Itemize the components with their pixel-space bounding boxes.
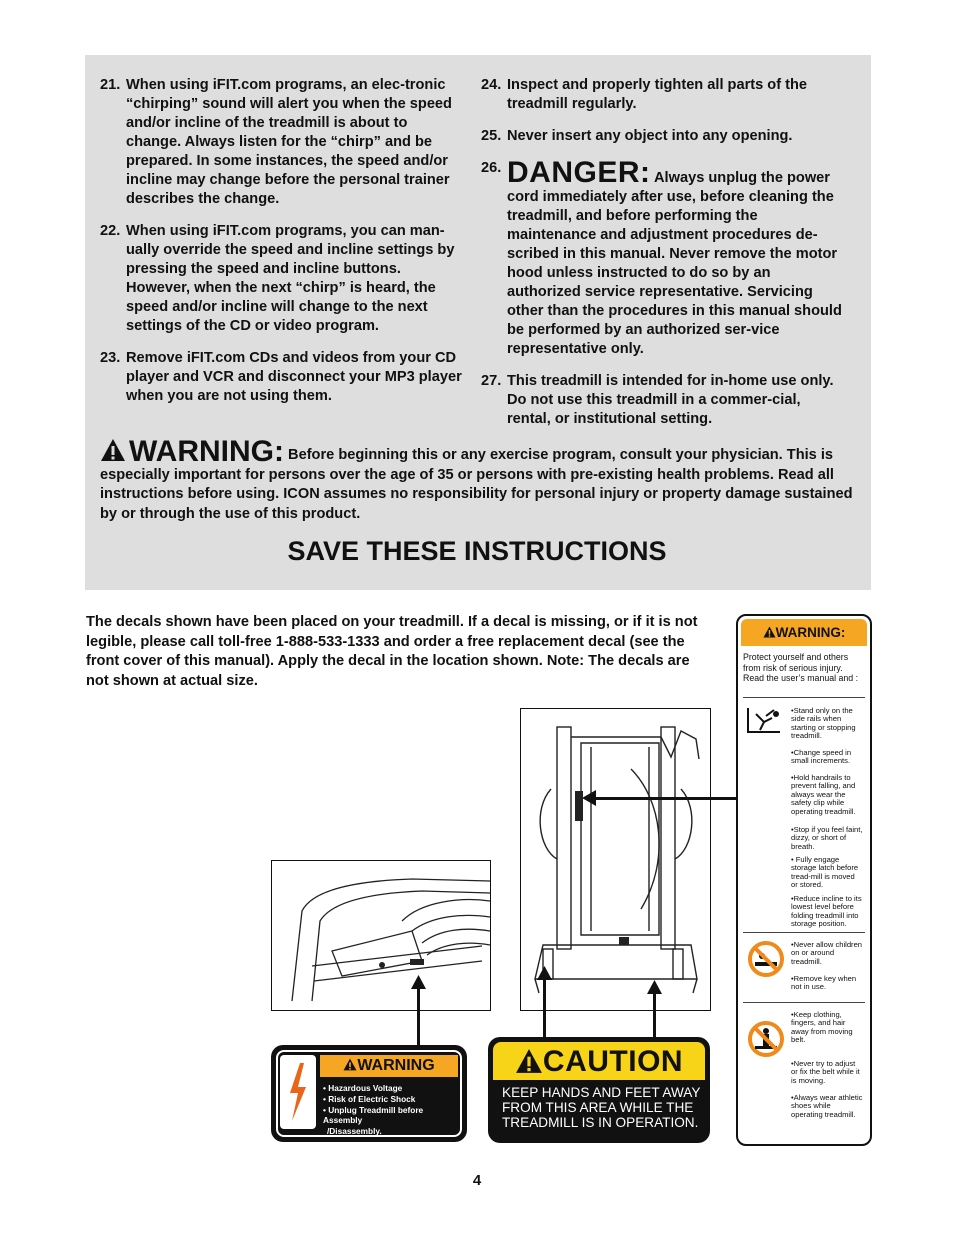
item-number: 24.: [481, 77, 502, 93]
elec-line: • Risk of Electric Shock: [323, 1093, 416, 1104]
elec-decal-header: [320, 1055, 458, 1077]
divider: [743, 932, 865, 933]
elec-line: /Disassembly.: [327, 1126, 382, 1137]
item-number: 26.: [481, 160, 502, 176]
tall-decal-title: WARNING:: [775, 625, 846, 640]
elec-decal-title: WARNING: [357, 1057, 435, 1074]
arrow-right-decal-line: [592, 797, 739, 800]
elec-decal-lines: [323, 1083, 461, 1137]
warning-triangle-icon: [343, 1058, 357, 1071]
danger-heading: DANGER:: [507, 156, 651, 189]
instruction-item-24: [481, 76, 847, 114]
divider: [743, 697, 865, 698]
arrow-right-decal-head: [582, 790, 596, 806]
arrow-caution-left-head: [537, 966, 552, 980]
instruction-item-27: [481, 372, 847, 429]
item-text: When using iFIT.com programs, you can man-ually override the speed and incline settings by pressing the speed and incline buttons. However, when the next “chirp” is heard, the speed and/or incline will change to the next settings of the CD or video program.: [126, 223, 455, 334]
warning-decal-tall: [736, 614, 872, 1146]
decal-intro-text: The decals shown have been placed on your treadmill. If a decal is missing, or if it is not legible, please call toll-free 1-888-533-1333 and order a free replacement decal (see the front cover of this manual). Apply the decal in the location shown. Note: The decals are not shown at actual size.: [86, 614, 698, 689]
tall-decal-bullet: •Remove key when not in use.: [791, 974, 857, 992]
no-hands-belt-icon: [747, 1020, 785, 1058]
danger-item-body: [507, 156, 847, 359]
elec-line: • Hazardous Voltage: [323, 1083, 403, 1093]
tall-decal-intro: Protect yourself and others from risk of serious injury. Read the user’s manual and :: [743, 652, 859, 684]
item-text: Inspect and properly tighten all parts of the treadmill regularly.: [507, 77, 808, 112]
tall-decal-header: [741, 619, 867, 646]
person-falling-icon: [746, 706, 782, 734]
tall-decal-bullet: •Always wear athletic shoes while operating treadmill.: [791, 1093, 863, 1119]
instruction-item-26: [481, 156, 847, 359]
tall-decal-bullet: •Hold handrails to prevent falling, and always wear the safety clip while operating treadmill.: [791, 773, 856, 816]
instruction-item-22: [100, 222, 466, 336]
arrow-caution-left-line: [543, 976, 546, 1038]
elec-line: • Unplug Treadmill before Assembly: [323, 1104, 424, 1126]
item-number: 22.: [100, 223, 121, 239]
electrical-warning-decal: [271, 1045, 467, 1142]
caution-header: [493, 1042, 705, 1080]
tall-decal-bullet: •Reduce incline to its lowest level before folding treadmill into storage position.: [791, 894, 862, 929]
save-instructions-heading: [0, 536, 954, 567]
treadmill-drawing: [521, 709, 710, 1010]
warning-heading: WARNING:: [129, 435, 284, 468]
warning-triangle-icon: [763, 626, 776, 638]
tall-decal-bullet: • Fully engage storage latch before tread-mill is moved or stored.: [791, 855, 859, 890]
no-children-icon: [747, 940, 785, 978]
arrow-elec-line: [417, 986, 420, 1046]
tall-decal-bullet: •Change speed in small increments.: [791, 748, 852, 766]
tall-decal-bullet: •Never allow children on or around treadmill.: [791, 940, 863, 966]
item-number: 25.: [481, 128, 502, 144]
item-number: 23.: [100, 350, 121, 366]
item-text: Always unplug the power cord immediately after use, before cleaning the treadmill, and before performing the maintenance and adjustment procedures de-scribed in this manual. Never remove the motor hood unless instructed to do so by an authorized service representative. Servicing other than the procedures in this manual should be performed by an authorized ser-vice representative only.: [507, 170, 842, 357]
warning-triangle-icon: [515, 1048, 543, 1074]
instruction-item-25: [481, 127, 847, 146]
arrow-caution-right-head: [647, 980, 662, 994]
caution-title: CAUTION: [542, 1045, 684, 1078]
item-number: 21.: [100, 77, 121, 93]
save-heading-text: SAVE THESE INSTRUCTIONS: [287, 536, 667, 566]
tall-decal-bullet: •Stand only on the side rails when starting or stopping treadmill.: [791, 706, 856, 741]
instruction-item-23: [100, 349, 466, 406]
warning-triangle-icon: [100, 438, 126, 462]
instructions-right-column: [481, 76, 847, 442]
item-text: This treadmill is intended for in-home use only. Do not use this treadmill in a commer-cial, rental, or institutional setting.: [507, 373, 834, 427]
tall-decal-bullet: •Stop if you feel faint, dizzy, or short of breath.: [791, 825, 863, 851]
tall-decal-bullet: •Keep clothing, fingers, and hair away from moving belt.: [791, 1010, 853, 1045]
console-illustration: [271, 860, 491, 1011]
arrow-elec-head: [411, 975, 426, 989]
instructions-left-column: [100, 76, 466, 419]
instruction-item-21: [100, 76, 466, 209]
item-text: Remove iFIT.com CDs and videos from your CD player and VCR and disconnect your MP3 player when you are not using them.: [126, 350, 462, 404]
console-drawing: [272, 861, 490, 1010]
item-number: 27.: [481, 373, 502, 389]
caution-text: KEEP HANDS AND FEET AWAY FROM THIS AREA WHILE THE TREADMILL IS IN OPERATION.: [502, 1085, 701, 1131]
warning-text: Before beginning this or any exercise program, consult your physician. This is especially important for persons over the age of 35 or persons with pre-existing health problems. Read all instructions before using. ICON assumes no responsibility for personal injury or property damage sustained by or through the use of this product.: [100, 447, 853, 522]
caution-decal: [488, 1037, 710, 1143]
item-text: Never insert any object into any opening.: [507, 128, 793, 144]
warning-paragraph: [100, 435, 860, 524]
item-text: When using iFIT.com programs, an elec-tronic “chirping” sound will alert you when the speed and/or incline of the treadmill is about to change. Always listen for the “chirp” and be prepared. In some instances, the speed and/or incline may change before the personal trainer describes the change.: [126, 77, 452, 207]
page-number: 4: [472, 1172, 482, 1189]
divider: [743, 1002, 865, 1003]
lightning-bolt-icon: [280, 1055, 316, 1129]
tall-decal-bullet: •Never try to adjust or fix the belt while it is moving.: [791, 1059, 860, 1085]
arrow-caution-right-line: [653, 990, 656, 1038]
